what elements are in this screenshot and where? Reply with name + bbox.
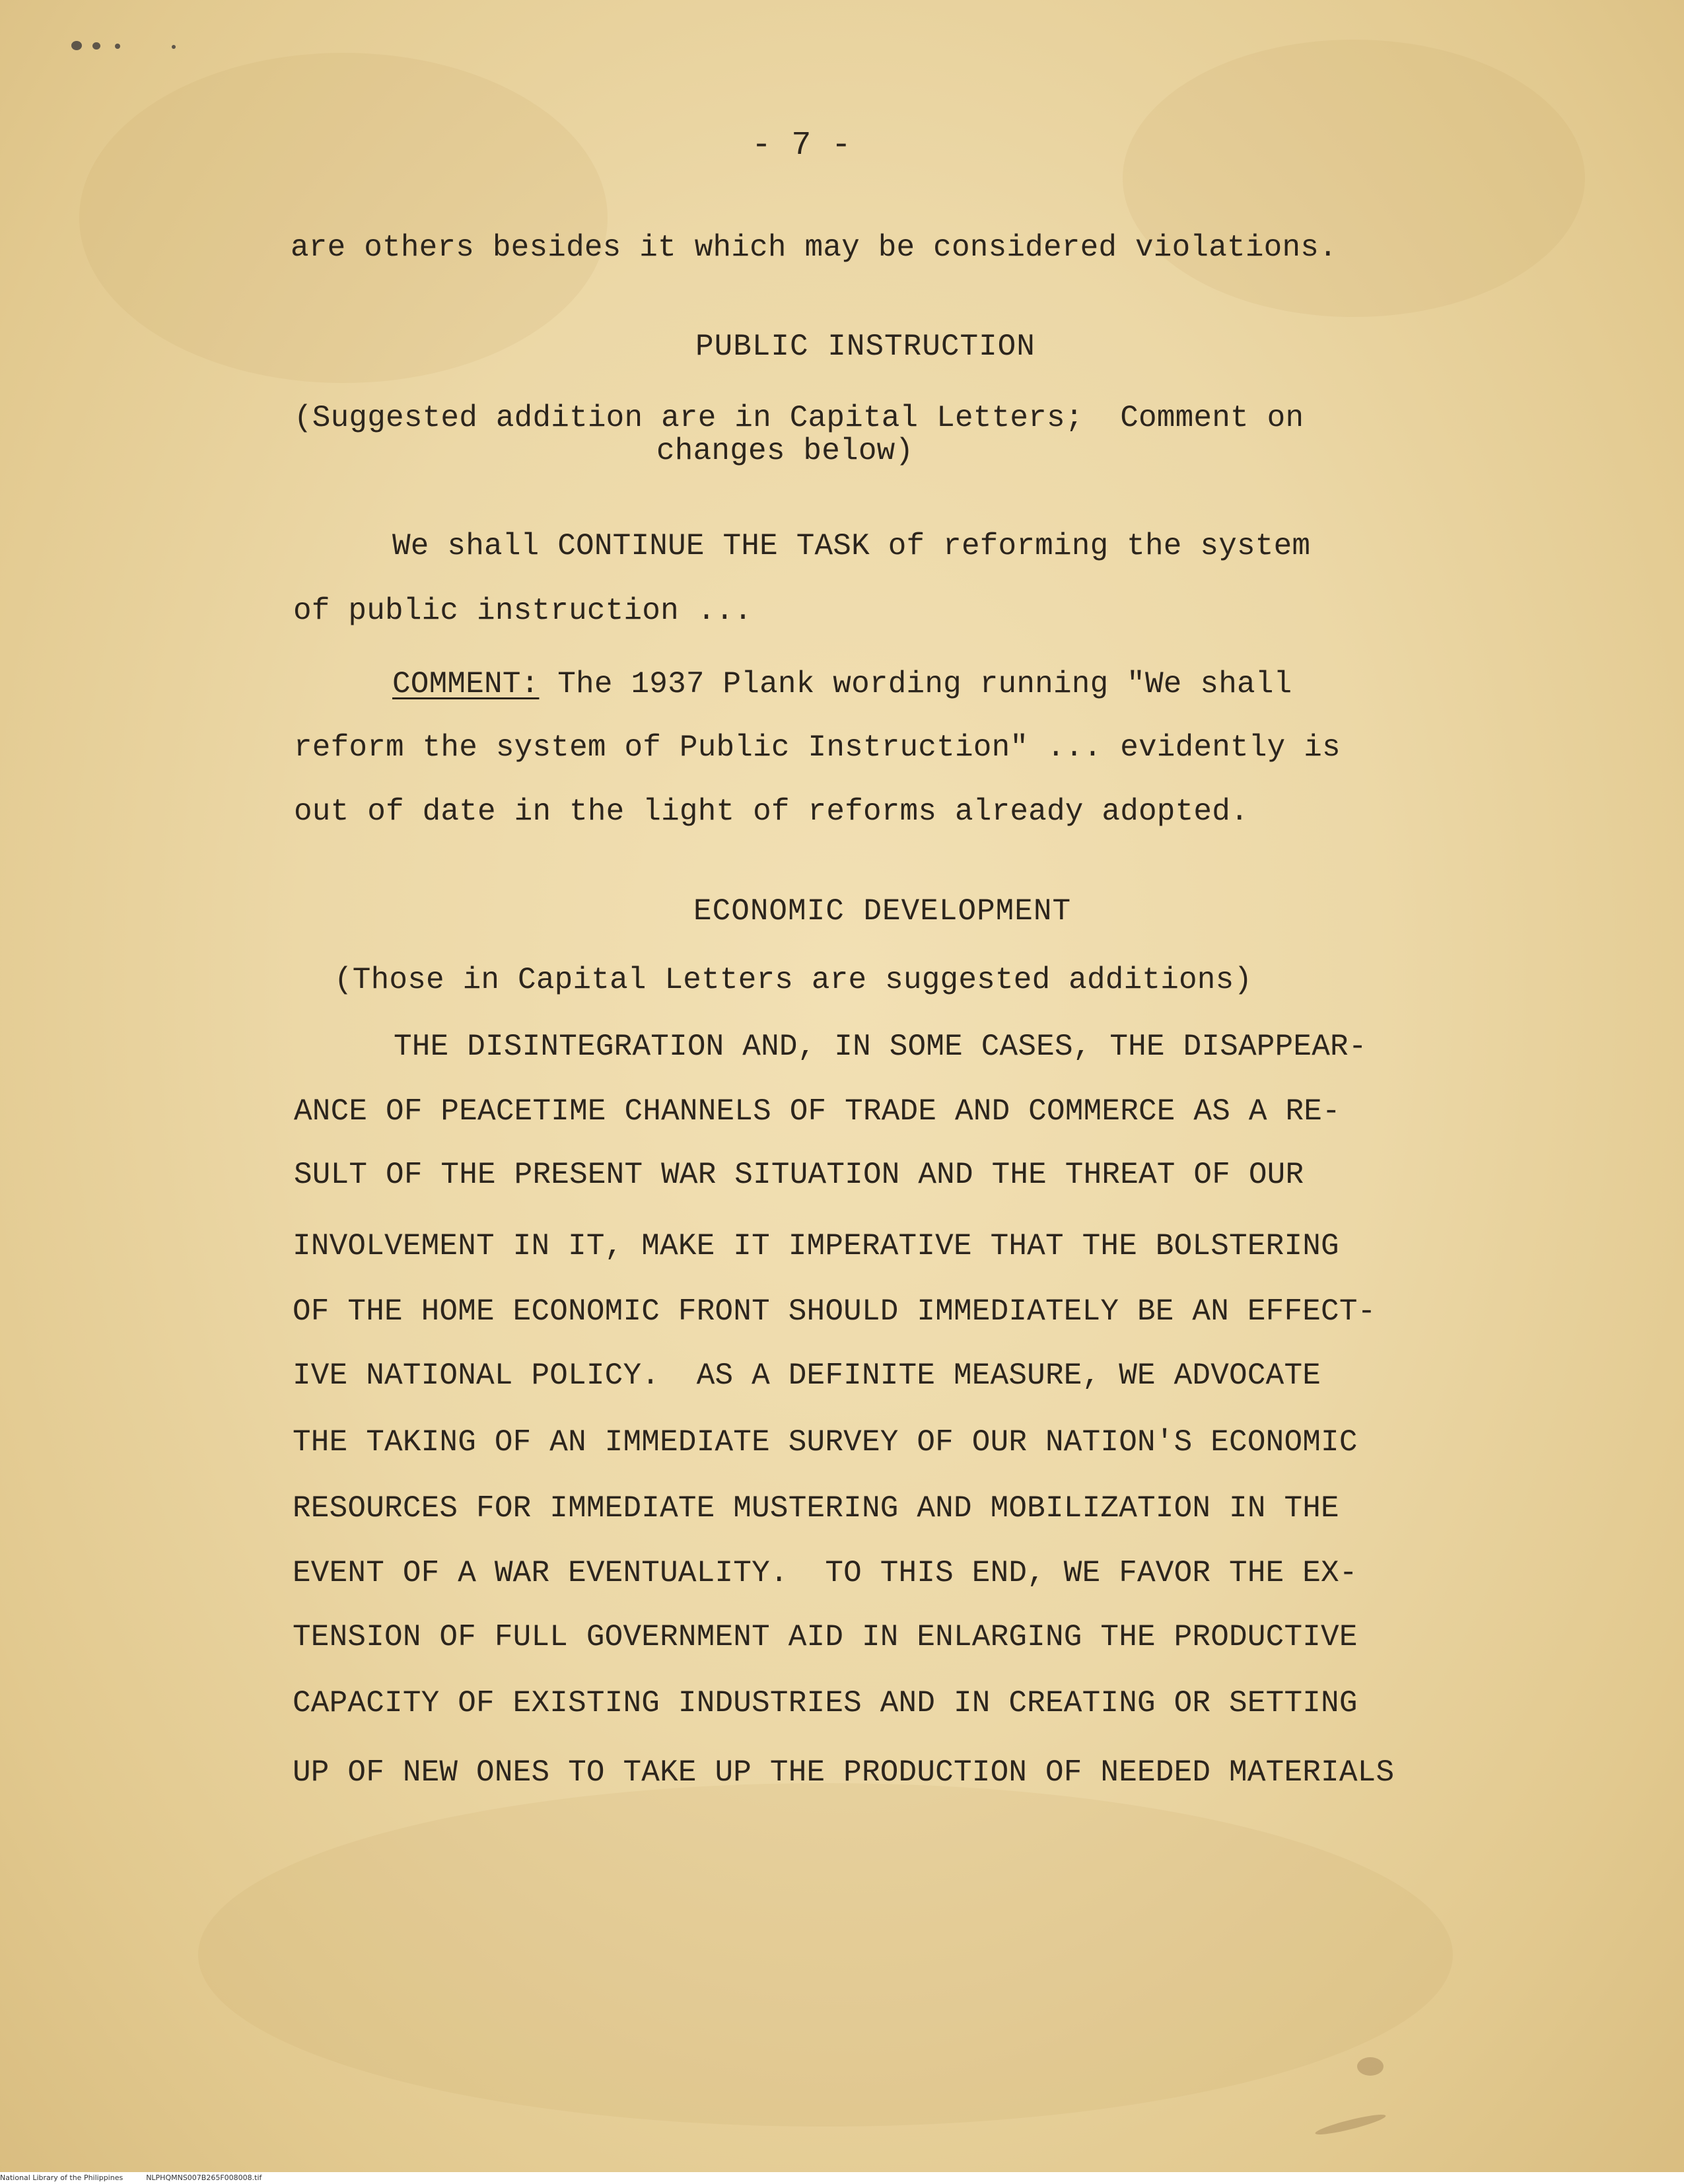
body-line: We shall CONTINUE THE TASK of reforming the system (392, 529, 1311, 563)
body-line: ANCE OF PEACETIME CHANNELS OF TRADE AND COMMERCE AS A RE- (294, 1094, 1341, 1129)
paper-blemish (1357, 2057, 1384, 2076)
paper-stain (1123, 40, 1585, 317)
body-line: are others besides it which may be considered violations. (291, 230, 1337, 265)
page-number: - 7 - (752, 127, 852, 164)
section-heading-economic-development: ECONOMIC DEVELOPMENT (693, 894, 1072, 929)
body-line: changes below) (656, 434, 914, 468)
body-line: SULT OF THE PRESENT WAR SITUATION AND THE THREAT OF OUR (294, 1158, 1304, 1192)
section-heading-public-instruction: PUBLIC INSTRUCTION (695, 330, 1035, 364)
body-line: EVENT OF A WAR EVENTUALITY. TO THIS END, WE FAVOR THE EX- (293, 1556, 1358, 1590)
punch-hole (115, 44, 120, 49)
body-line: out of date in the light of reforms already adopted. (294, 794, 1249, 829)
body-line: CAPACITY OF EXISTING INDUSTRIES AND IN CREATING OR SETTING (293, 1686, 1358, 1720)
body-line: reform the system of Public Instruction" ... evidently is (294, 730, 1341, 765)
body-line: INVOLVEMENT IN IT, MAKE IT IMPERATIVE THAT THE BOLSTERING (293, 1229, 1339, 1263)
paper-stain (198, 1783, 1453, 2127)
body-line: TENSION OF FULL GOVERNMENT AID IN ENLARGING THE PRODUCTIVE (293, 1620, 1358, 1654)
body-line: (Suggested addition are in Capital Letters; Comment on (294, 401, 1304, 435)
comment-text: The 1937 Plank wording running "We shall (539, 667, 1292, 701)
comment-line (392, 669, 1292, 699)
paper-stain (79, 53, 608, 383)
punch-hole (71, 41, 82, 50)
punch-hole (92, 42, 100, 50)
body-line: OF THE HOME ECONOMIC FRONT SHOULD IMMEDIATELY BE AN EFFECT- (293, 1294, 1376, 1329)
scan-footer (0, 2172, 1684, 2184)
body-line: of public instruction ... (293, 594, 753, 628)
body-line: THE DISINTEGRATION AND, IN SOME CASES, THE DISAPPEAR- (394, 1030, 1367, 1064)
punch-hole (172, 45, 176, 49)
body-line: RESOURCES FOR IMMEDIATE MUSTERING AND MOBILIZATION IN THE (293, 1491, 1339, 1526)
body-line: UP OF NEW ONES TO TAKE UP THE PRODUCTION OF NEEDED MATERIALS (293, 1755, 1395, 1790)
comment-label: COMMENT: (392, 667, 540, 701)
body-line: THE TAKING OF AN IMMEDIATE SURVEY OF OUR NATION'S ECONOMIC (293, 1425, 1358, 1460)
body-line: (Those in Capital Letters are suggested additions) (334, 963, 1253, 997)
body-line: IVE NATIONAL POLICY. AS A DEFINITE MEASURE, WE ADVOCATE (293, 1358, 1321, 1393)
footer-institution: National Library of the Philippines (0, 2173, 123, 2182)
footer-file-name: NLPHQMNS007B265F008008.tif (146, 2173, 262, 2182)
